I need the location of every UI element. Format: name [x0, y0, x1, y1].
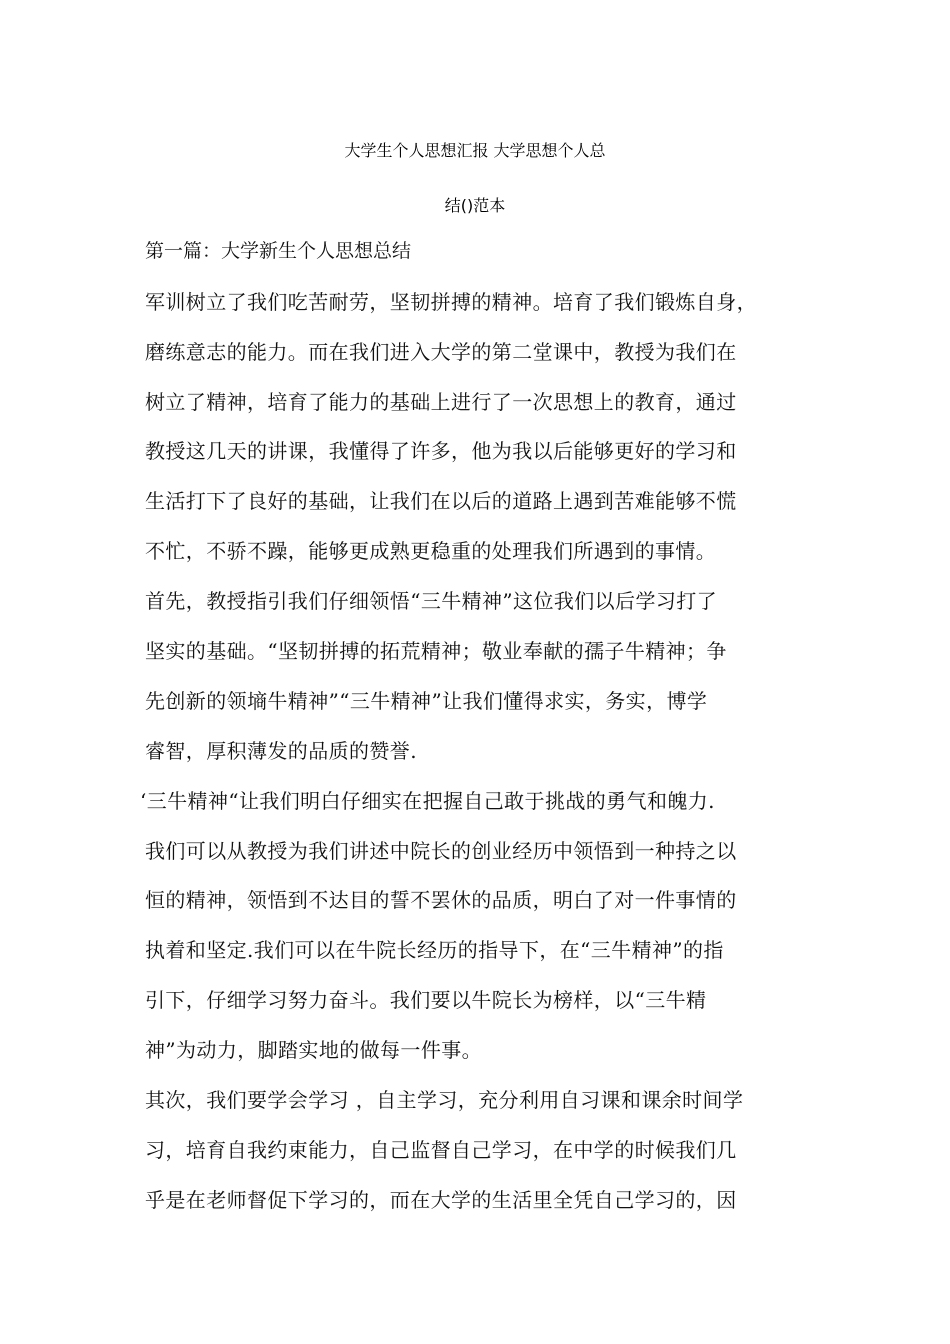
body-text-line: 神”为动力，脚踏实地的做每一件事。 [145, 1038, 483, 1062]
body-text-line: 不忙，不骄不躁，能够更成熟更稳重的处理我们所遇到的事情。 [145, 539, 717, 563]
body-text-line: 军训树立了我们吃苦耐劳，坚韧拼搏的精神。培育了我们锻炼自身， [145, 290, 757, 314]
body-text-line: 树立了精神，培育了能力的基础上进行了一次思想上的教育，通过 [145, 390, 737, 414]
document-title-line-1: 大学生个人思想汇报 大学思想个人总 [344, 141, 606, 160]
body-text-line: 坚实的基础。“坚韧拼搏的拓荒精神；敬业奉献的孺子牛精神；争 [145, 639, 727, 663]
body-text-line: 我们可以从教授为我们讲述中院长的创业经历中领悟到一种持之以 [145, 839, 737, 863]
body-text-line: 恒的精神，领悟到不达目的誓不罢休的品质，明白了对一件事情的 [145, 888, 737, 912]
body-text-line: 先创新的领墒牛精神”“三牛精神”让我们懂得求实，务实，博学 [145, 689, 708, 713]
body-text-line: 首先，教授指引我们仔细领悟“三牛精神”这位我们以后学习打了 [145, 589, 718, 613]
document-title-line-2: 结()范本 [444, 196, 506, 215]
body-text-line: 引下，仔细学习努力奋斗。我们要以牛院长为榜样，以“三牛精 [145, 988, 707, 1012]
body-text-line: 教授这几天的讲课，我懂得了许多，他为我以后能够更好的学习和 [145, 439, 737, 463]
body-text-line: 睿智，厚积薄发的品质的赞誉. [145, 739, 417, 763]
body-text-line: 其次，我们要学会学习 ，自主学习，充分利用自习课和课余时间学 [145, 1088, 744, 1112]
body-text-line: ‘三牛精神“让我们明白仔细实在把握自己敢于挑战的勇气和魄力. [140, 789, 715, 813]
body-text-line: 执着和坚定.我们可以在牛院长经历的指导下，在“三牛精神”的指 [145, 938, 724, 962]
section-heading: 第一篇：大学新生个人思想总结 [145, 240, 412, 262]
body-text-line: 习，培育自我约束能力，自己监督自己学习，在中学的时候我们几 [145, 1138, 737, 1162]
body-text-line: 乎是在老师督促下学习的，而在大学的生活里全凭自己学习的，因 [145, 1188, 737, 1212]
body-text-line: 生活打下了良好的基础，让我们在以后的道路上遇到苦难能够不慌 [145, 489, 737, 513]
body-text-line: 磨练意志的能力。而在我们进入大学的第二堂课中，教授为我们在 [145, 340, 737, 364]
